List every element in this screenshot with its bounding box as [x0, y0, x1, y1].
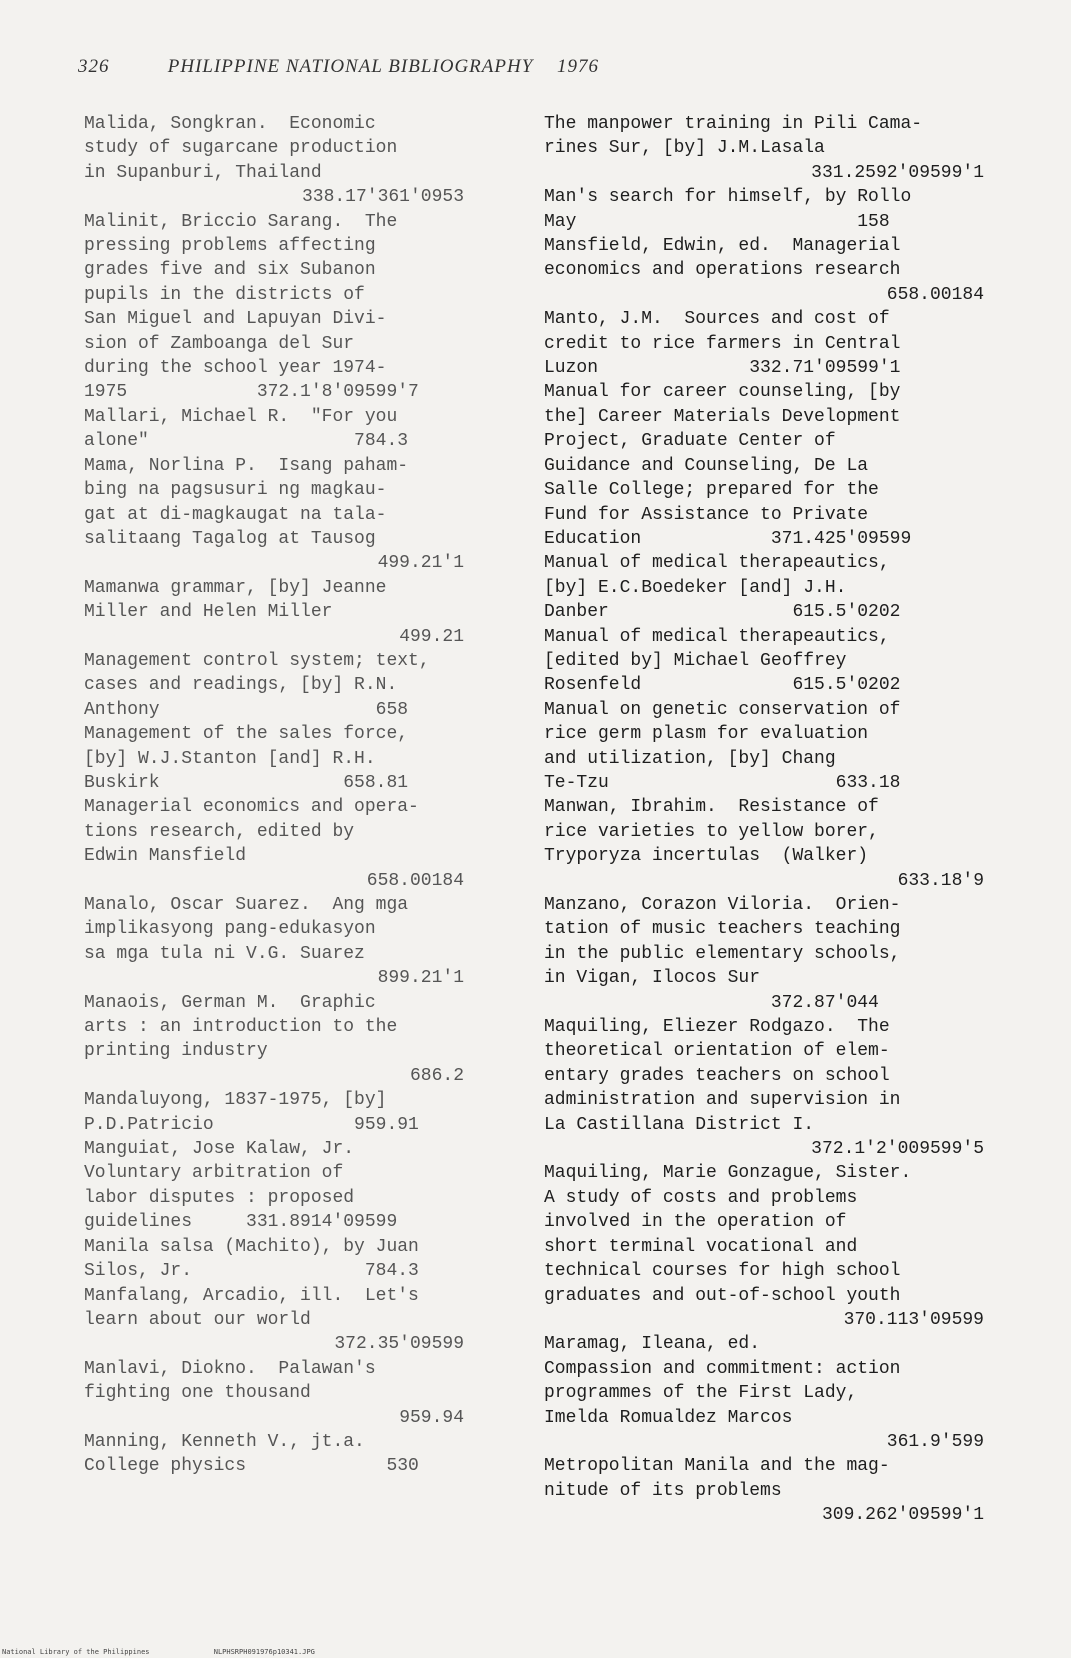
entry-line: learn about our world [84, 1309, 311, 1330]
entry-line: Voluntary arbitration of [84, 1163, 344, 1184]
entry-line: Te-Tzu 633.18 [544, 772, 901, 793]
entry-line: rice varieties to yellow borer, [544, 821, 879, 842]
entry-line: in Vigan, Ilocos Sur [544, 968, 761, 989]
entry-line: salitaang Tagalog at Tausog [84, 528, 376, 549]
classification-number: 361.9'599 [886, 1431, 984, 1452]
entry-line: San Miguel and Lapuyan Divi- [84, 309, 387, 330]
catalog-entry [544, 1454, 984, 1527]
entry-line: Miller and Helen Miller [84, 602, 333, 623]
catalog-entry [544, 1161, 984, 1332]
entry-line: [by] E.C.Boedeker [and] J.H. [544, 577, 847, 598]
entry-line: A study of costs and problems [544, 1187, 858, 1208]
entry-line: Manual for career counseling, [by [544, 382, 901, 403]
catalog-entry [84, 1430, 464, 1479]
entry-line: The manpower training in Pili Cama- [544, 114, 923, 134]
entry-line: Malinit, Briccio Sarang. The [84, 211, 398, 232]
catalog-entry [84, 1088, 464, 1137]
catalog-entry [544, 1015, 984, 1161]
classification-number: 372.1'2'009599'5 [811, 1139, 984, 1160]
entry-line: Manwan, Ibrahim. Resistance of [544, 797, 879, 818]
entry-line: May 158 [544, 211, 890, 232]
entry-line: Rosenfeld 615.5'0202 [544, 675, 901, 696]
entry-line: Mamanwa grammar, [by] Jeanne [84, 577, 387, 598]
catalog-entry [84, 1357, 464, 1430]
entry-line: Manlavi, Diokno. Palawan's [84, 1358, 376, 1379]
entry-line: Manto, J.M. Sources and cost of [544, 309, 890, 330]
entry-line: implikasyong pang-edukasyon [84, 919, 376, 940]
entry-line: and utilization, [by] Chang [544, 748, 836, 769]
entry-line: credit to rice farmers in Central [544, 333, 901, 354]
entry-line: Manual of medical therapeautics, [544, 626, 890, 647]
catalog-entry [84, 722, 464, 795]
page-header [78, 56, 599, 78]
classification-number: 331.2592'09599'1 [811, 162, 984, 183]
entry-line: Mama, Norlina P. Isang paham- [84, 455, 409, 476]
entry-line: programmes of the First Lady, [544, 1383, 858, 1404]
entry-line: Mansfield, Edwin, ed. Managerial [544, 236, 901, 257]
entry-line: tation of music teachers teaching [544, 919, 901, 940]
classification-number: 658.00184 [366, 870, 464, 891]
catalog-entry [84, 991, 464, 1089]
entry-line: nitude of its problems [544, 1480, 782, 1501]
catalog-entry [544, 698, 984, 796]
entry-line: administration and supervision in [544, 1090, 901, 1111]
catalog-entry [544, 625, 984, 698]
entry-line: study of sugarcane production [84, 138, 398, 159]
entry-line: Management control system; text, [84, 650, 430, 671]
entry-line: Compassion and commitment: action [544, 1358, 901, 1379]
entry-line: in Supanburi, Thailand [84, 162, 322, 183]
entry-line: pupils in the districts of [84, 284, 365, 305]
catalog-entry [84, 210, 464, 405]
classification-number: 899.21'1 [377, 968, 464, 989]
classification-number: 658.00184 [886, 284, 984, 305]
page-number: 326 [78, 56, 110, 77]
entry-line: grades five and six Subanon [84, 260, 376, 281]
entry-line: theoretical orientation of elem- [544, 1041, 890, 1062]
entry-line: economics and operations research [544, 260, 901, 281]
entry-line: bing na pagsusuri ng magkau- [84, 480, 387, 501]
entry-line: cases and readings, [by] R.N. [84, 675, 398, 696]
entry-line: Danber 615.5'0202 [544, 602, 901, 623]
classification-number: 633.18'9 [897, 870, 984, 891]
catalog-entry [544, 551, 984, 624]
entry-line: Maquiling, Eliezer Rodgazo. The [544, 1017, 890, 1038]
catalog-entry [544, 795, 984, 893]
entry-line: Mallari, Michael R. "For you [84, 406, 398, 427]
entry-line: Manaois, German M. Graphic [84, 992, 376, 1013]
entry-line: printing industry [84, 1041, 268, 1062]
entry-line: rice germ plasm for evaluation [544, 724, 869, 745]
entry-line: Buskirk 658.81 [84, 772, 409, 793]
entry-line: P.D.Patricio 959.91 [84, 1114, 419, 1135]
entry-line: in the public elementary schools, [544, 943, 901, 964]
entry-line: labor disputes : proposed [84, 1187, 355, 1208]
catalog-entry [84, 576, 464, 649]
classification-number: 499.21 [399, 626, 464, 647]
entry-line: Manila salsa (Machito), by Juan [84, 1236, 419, 1257]
catalog-entry [544, 893, 984, 1015]
bibliography-title: PHILIPPINE NATIONAL BIBLIOGRAPHY [167, 56, 534, 77]
entry-line: Guidance and Counseling, De La [544, 455, 869, 476]
catalog-entry [544, 112, 984, 185]
entry-line: sion of Zamboanga del Sur [84, 333, 355, 354]
entry-line: College physics 530 [84, 1456, 419, 1477]
entry-line: Man's search for himself, by Rollo [544, 187, 912, 208]
entry-line: Manual on genetic conservation of [544, 699, 901, 720]
catalog-entry [84, 1235, 464, 1284]
entry-line: [edited by] Michael Geoffrey [544, 650, 847, 671]
catalog-entry [84, 1137, 464, 1235]
entry-line: the] Career Materials Development [544, 406, 901, 427]
entry-line: Managerial economics and opera- [84, 797, 419, 818]
entry-line: short terminal vocational and [544, 1236, 858, 1257]
classification-number: 959.94 [399, 1407, 464, 1428]
entry-line: Silos, Jr. 784.3 [84, 1261, 419, 1282]
entry-line: Mandaluyong, 1837-1975, [by] [84, 1090, 387, 1111]
classification-number: 372.35'09599 [334, 1334, 464, 1355]
entry-line: Luzon 332.71'09599'1 [544, 358, 901, 379]
entry-line: 1975 372.1'8'09599'7 [84, 382, 419, 403]
entry-line: Maquiling, Marie Gonzague, Sister. [544, 1163, 912, 1184]
catalog-entry [84, 893, 464, 991]
entry-line: fighting one thousand [84, 1383, 311, 1404]
entry-line: pressing problems affecting [84, 236, 376, 257]
entry-line: Fund for Assistance to Private [544, 504, 869, 525]
catalog-entry [544, 185, 984, 234]
footer-library: National Library of the Philippines [2, 1648, 150, 1656]
entry-line: arts : an introduction to the [84, 1017, 398, 1038]
entry-line: Anthony 658 [84, 699, 409, 720]
entry-line: Education 371.425'09599 [544, 528, 912, 549]
footer [2, 1648, 375, 1656]
entry-line: Edwin Mansfield [84, 846, 247, 867]
entry-line: La Castillana District I. [544, 1114, 815, 1135]
catalog-entry [544, 234, 984, 307]
classification-number: 309.262'09599'1 [821, 1505, 984, 1526]
entry-line: Manfalang, Arcadio, ill. Let's [84, 1285, 419, 1306]
entry-line: 372.87'044 [544, 992, 879, 1013]
entry-line: Project, Graduate Center of [544, 431, 836, 452]
classification-number: 338.17'361'0953 [301, 187, 464, 208]
entry-line: Tryporyza incertulas (Walker) [544, 846, 869, 867]
entry-line: Manguiat, Jose Kalaw, Jr. [84, 1139, 355, 1160]
classification-number: 370.113'09599 [843, 1309, 984, 1330]
catalog-entry [544, 380, 984, 551]
right-column [544, 112, 984, 1528]
entry-line: tions research, edited by [84, 821, 355, 842]
catalog-entry [84, 649, 464, 722]
entry-line: Maramag, Ileana, ed. [544, 1334, 761, 1355]
classification-number: 499.21'1 [377, 553, 464, 574]
entry-line: involved in the operation of [544, 1212, 847, 1233]
entry-line: Manalo, Oscar Suarez. Ang mga [84, 895, 409, 915]
entry-line: Salle College; prepared for the [544, 480, 879, 501]
entry-line: [by] W.J.Stanton [and] R.H. [84, 748, 376, 769]
entry-line: Management of the sales force, [84, 724, 409, 745]
entry-line: Metropolitan Manila and the mag- [544, 1456, 890, 1477]
catalog-entry [544, 1332, 984, 1454]
entry-line: graduates and out-of-school youth [544, 1285, 901, 1306]
bibliography-year: 1976 [557, 56, 600, 77]
catalog-entry [544, 307, 984, 380]
entry-line: technical courses for high school [544, 1261, 901, 1282]
classification-number: 686.2 [409, 1065, 464, 1086]
entry-line: gat at di-magkaugat na tala- [84, 504, 387, 525]
entry-line: Manual of medical therapeautics, [544, 553, 890, 574]
entry-line: during the school year 1974- [84, 358, 387, 379]
catalog-entry [84, 1284, 464, 1357]
entry-line: sa mga tula ni V.G. Suarez [84, 943, 365, 964]
entry-line: Manning, Kenneth V., jt.a. [84, 1431, 365, 1452]
catalog-entry [84, 112, 464, 210]
entry-line: guidelines 331.8914'09599 [84, 1212, 398, 1233]
catalog-entry [84, 454, 464, 576]
entry-line: Manzano, Corazon Viloria. Orien- [544, 895, 901, 915]
catalog-entry [84, 405, 464, 454]
entry-line: rines Sur, [by] J.M.Lasala [544, 138, 825, 159]
entry-line: entary grades teachers on school [544, 1065, 890, 1086]
entry-line: Imelda Romualdez Marcos [544, 1407, 793, 1428]
footer-file: NLPHSRPH091976p10341.JPG [213, 1648, 315, 1656]
left-column [84, 112, 464, 1479]
catalog-entry [84, 795, 464, 893]
entry-line: Malida, Songkran. Economic [84, 114, 376, 134]
entry-line: alone" 784.3 [84, 431, 409, 452]
